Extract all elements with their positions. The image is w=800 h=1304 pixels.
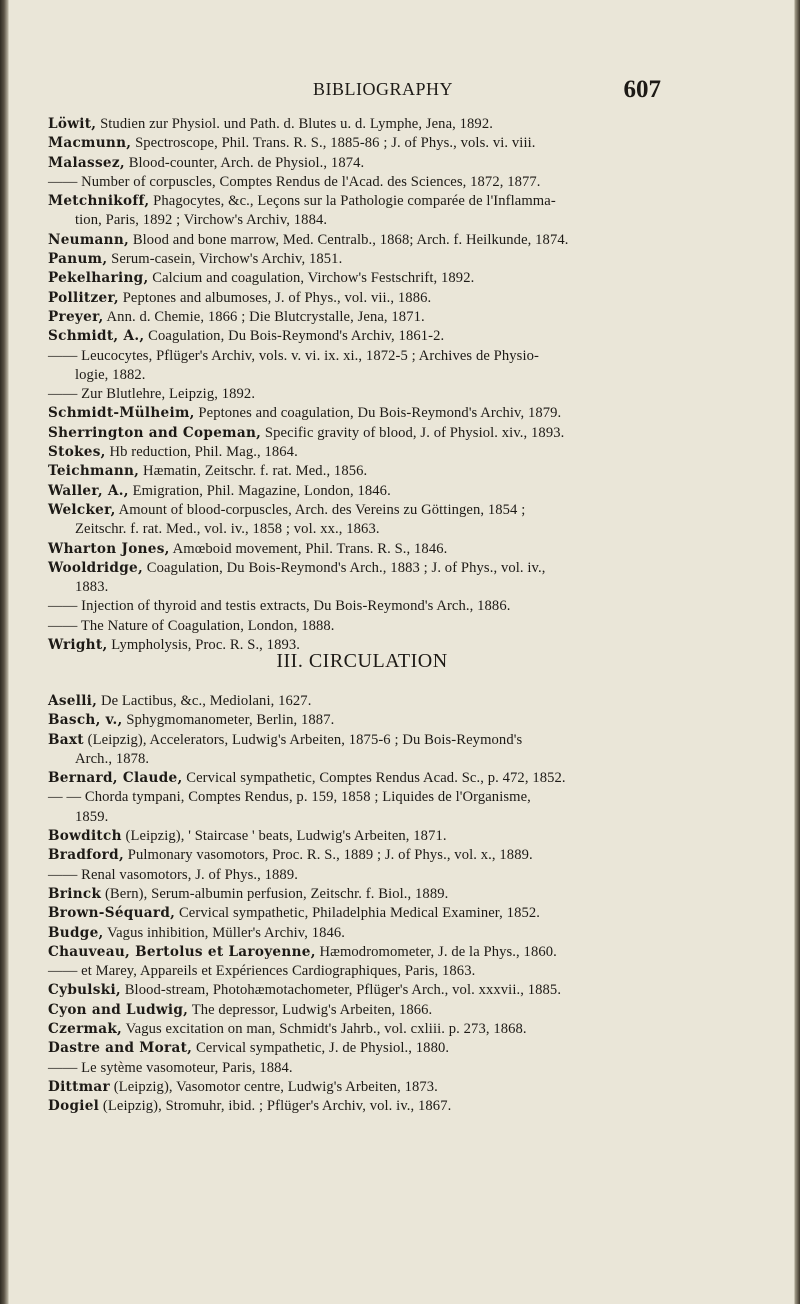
author-name: Wooldridge,: [48, 559, 143, 576]
citation-text: Studien zur Physiol. und Path. d. Blutes u. d. Lymphe, Jena, 1892.: [100, 116, 493, 132]
citation-text: Emigration, Phil. Magazine, London, 1846.: [132, 482, 391, 499]
citation-text: Hæmodromometer, J. de la Phys., 1860.: [319, 943, 557, 960]
bibliography-entry: [48, 192, 756, 231]
author-name: Panum,: [48, 251, 108, 268]
author-name: Chauveau, Bertolus et Laroyenne,: [48, 943, 316, 960]
citation-text: Vagus inhibition, Müller's Archiv, 1846.: [107, 924, 346, 941]
bibliography-entry: [48, 1059, 756, 1078]
bibliography-entry: [48, 1001, 756, 1020]
bibliography-entry: [48, 404, 756, 423]
bibliography-entry: [48, 1039, 756, 1058]
citation-text: Coagulation, Du Bois-Reymond's Archiv, 1861-2.: [148, 328, 445, 345]
author-name: Schmidt-Mülheim,: [48, 405, 195, 422]
author-name: Brown-Séquard,: [48, 905, 176, 922]
bibliography-entry: [48, 597, 756, 616]
author-name: Bradford,: [48, 847, 124, 864]
citation-text: Cervical sympathetic, Philadelphia Medical Examiner, 1852.: [178, 905, 541, 922]
bibliography-entry: [48, 154, 756, 173]
author-name: Welcker,: [48, 501, 116, 518]
bibliography-entry: [48, 943, 756, 962]
author-name: Budge,: [48, 924, 104, 941]
bibliography-list-circulation: [48, 692, 756, 1117]
bibliography-entry: [48, 115, 756, 134]
citation-text: (Leipzig), Vasomotor centre, Ludwig's Arbeiten, 1873.: [113, 1078, 438, 1095]
citation-text: Peptones and coagulation, Du Bois-Reymond's Archiv, 1879.: [198, 405, 562, 422]
bibliography-entry: [48, 711, 756, 730]
citation-continuation: 1883.: [75, 579, 109, 596]
section-heading: [0, 650, 800, 673]
author-name: Cybulski,: [48, 982, 121, 999]
citation-text: —— Leucocytes, Pflüger's Archiv, vols. v. vi. ix. xi., 1872-5 ; Archives de Physio-: [48, 347, 539, 364]
author-name: Baxt: [48, 731, 84, 748]
page-number: 607: [623, 76, 661, 103]
citation-text: (Leipzig), Accelerators, Ludwig's Arbeiten, 1875-6 ; Du Bois-Reymond's: [87, 731, 523, 748]
citation-continuation: logie, 1882.: [75, 366, 146, 383]
bibliography-entry: [48, 540, 756, 559]
citation-text: Vagus excitation on man, Schmidt's Jahrb., vol. cxliii. p. 273, 1868.: [125, 1021, 527, 1038]
bibliography-entry: [48, 308, 756, 327]
bibliography-entry: [48, 962, 756, 981]
citation-text: Specific gravity of blood, J. of Physiol. xiv., 1893.: [264, 424, 565, 441]
bibliography-entry: [48, 385, 756, 404]
bibliography-entry: [48, 1078, 756, 1097]
bibliography-entry: [48, 482, 756, 501]
citation-text: —— Zur Blutlehre, Leipzig, 1892.: [48, 386, 256, 403]
citation-text: — — Chorda tympani, Comptes Rendus, p. 159, 1858 ; Liquides de l'Organisme,: [48, 789, 531, 806]
bibliography-entry: [48, 866, 756, 885]
section-heading-text: III. CIRCULATION: [276, 650, 448, 672]
bibliography-entry: [48, 617, 756, 636]
author-name: Aselli,: [48, 693, 98, 709]
citation-text: Coagulation, Du Bois-Reymond's Arch., 1883 ; J. of Phys., vol. iv.,: [146, 559, 546, 576]
citation-continuation: 1859.: [75, 808, 109, 825]
author-name: Dittmar: [48, 1078, 110, 1095]
citation-continuation: tion, Paris, 1892 ; Virchow's Archiv, 1884.: [75, 212, 328, 229]
bibliography-entry: [48, 462, 756, 481]
citation-text: Cervical sympathetic, J. de Physiol., 1880.: [195, 1040, 450, 1057]
bibliography-entry: [48, 501, 756, 540]
author-name: Dastre and Morat,: [48, 1040, 193, 1057]
citation-text: (Leipzig), Stromuhr, ibid. ; Pflüger's Archiv, vol. iv., 1867.: [102, 1098, 452, 1115]
citation-text: Pulmonary vasomotors, Proc. R. S., 1889 ; J. of Phys., vol. x., 1889.: [127, 847, 533, 864]
author-name: Macmunn,: [48, 135, 132, 152]
author-name: Bowditch: [48, 828, 122, 845]
citation-text: —— Number of corpuscles, Comptes Rendus de l'Acad. des Sciences, 1872, 1877.: [48, 173, 541, 190]
bibliography-entry: [48, 885, 756, 904]
author-name: Pekelharing,: [48, 270, 149, 287]
author-name: Waller, A.,: [48, 482, 129, 499]
citation-text: —— The Nature of Coagulation, London, 1888.: [48, 617, 335, 634]
bibliography-entry: [48, 559, 756, 598]
author-name: Dogiel: [48, 1098, 100, 1115]
citation-text: —— et Marey, Appareils et Expériences Cardiographiques, Paris, 1863.: [48, 963, 476, 980]
bibliography-entry: [48, 173, 756, 192]
author-name: Teichmann,: [48, 463, 140, 480]
bibliography-entry: [48, 347, 756, 386]
page-header: [0, 76, 800, 106]
author-name: Neumann,: [48, 231, 130, 248]
author-name: Czermak,: [48, 1021, 123, 1038]
citation-text: Blood-counter, Arch. de Physiol., 1874.: [128, 154, 365, 171]
citation-text: Amœboid movement, Phil. Trans. R. S., 1846.: [172, 540, 448, 557]
bibliography-entry: [48, 231, 756, 250]
citation-text: Lympholysis, Proc. R. S., 1893.: [111, 637, 301, 654]
citation-text: Blood and bone marrow, Med. Centralb., 1868; Arch. f. Heilkunde, 1874.: [132, 231, 569, 248]
citation-text: The depressor, Ludwig's Arbeiten, 1866.: [191, 1001, 433, 1018]
bibliography-entry: [48, 788, 756, 827]
author-name: Brinck: [48, 885, 102, 902]
author-name: Sherrington and Copeman,: [48, 424, 262, 441]
bibliography-entry: [48, 1097, 756, 1116]
citation-text: Calcium and coagulation, Virchow's Festschrift, 1892.: [152, 270, 475, 287]
bibliography-entry: [48, 1020, 756, 1039]
bibliography-entry: [48, 134, 756, 153]
citation-continuation: Arch., 1878.: [75, 750, 150, 767]
citation-text: Phagocytes, &c., Leçons sur la Pathologie comparée de l'Inflamma-: [153, 193, 556, 210]
citation-text: Serum-casein, Virchow's Archiv, 1851.: [111, 251, 343, 268]
bibliography-entry: [48, 327, 756, 346]
bibliography-entry: [48, 692, 756, 711]
bibliography-entry: [48, 250, 756, 269]
bibliography-entry: [48, 904, 756, 923]
bibliography-entry: [48, 981, 756, 1000]
citation-text: —— Injection of thyroid and testis extracts, Du Bois-Reymond's Arch., 1886.: [48, 598, 511, 615]
citation-text: Ann. d. Chemie, 1866 ; Die Blutcrystalle, Jena, 1871.: [106, 308, 425, 325]
bibliography-entry: [48, 424, 756, 443]
citation-text: Amount of blood-corpuscles, Arch. des Vereins zu Göttingen, 1854 ;: [118, 501, 526, 518]
bibliography-entry: [48, 827, 756, 846]
citation-text: —— Le sytème vasomoteur, Paris, 1884.: [48, 1059, 293, 1076]
bibliography-entry: [48, 769, 756, 788]
bibliography-entry: [48, 289, 756, 308]
author-name: Basch, v.,: [48, 712, 123, 729]
citation-text: Spectroscope, Phil. Trans. R. S., 1885-86 ; J. of Phys., vols. vi. viii.: [135, 135, 536, 152]
bibliography-entry: [48, 924, 756, 943]
author-name: Löwit,: [48, 116, 97, 132]
bibliography-list-blood: [48, 115, 756, 655]
citation-text: Hæmatin, Zeitschr. f. rat. Med., 1856.: [142, 463, 368, 480]
citation-text: Peptones and albumoses, J. of Phys., vol. vii., 1886.: [122, 289, 432, 306]
author-name: Wright,: [48, 637, 108, 654]
bibliography-entry: [48, 846, 756, 865]
bibliography-entry: [48, 269, 756, 288]
author-name: Bernard, Claude,: [48, 770, 183, 787]
citation-text: Sphygmomanometer, Berlin, 1887.: [126, 712, 335, 729]
citation-continuation: Zeitschr. f. rat. Med., vol. iv., 1858 ; vol. xx., 1863.: [75, 521, 380, 538]
citation-text: Hb reduction, Phil. Mag., 1864.: [109, 444, 298, 461]
author-name: Stokes,: [48, 444, 106, 461]
citation-text: —— Renal vasomotors, J. of Phys., 1889.: [48, 866, 298, 883]
author-name: Cyon and Ludwig,: [48, 1001, 189, 1018]
running-title: BIBLIOGRAPHY: [313, 79, 454, 99]
citation-text: (Leipzig), ' Staircase ' beats, Ludwig's Arbeiten, 1871.: [125, 828, 447, 845]
citation-text: Blood-stream, Photohæmotachometer, Pflüger's Arch., vol. xxxvii., 1885.: [124, 982, 562, 999]
citation-text: Cervical sympathetic, Comptes Rendus Acad. Sc., p. 472, 1852.: [186, 770, 566, 787]
bibliography-entry: [48, 731, 756, 770]
author-name: Preyer,: [48, 308, 104, 325]
citation-text: (Bern), Serum-albumin perfusion, Zeitschr. f. Biol., 1889.: [104, 885, 449, 902]
author-name: Malassez,: [48, 154, 125, 171]
author-name: Metchnikoff,: [48, 193, 150, 210]
citation-text: De Lactibus, &c., Mediolani, 1627.: [100, 693, 312, 709]
author-name: Pollitzer,: [48, 289, 119, 306]
author-name: Wharton Jones,: [48, 540, 170, 557]
bibliography-entry: [48, 443, 756, 462]
author-name: Schmidt, A.,: [48, 328, 145, 345]
